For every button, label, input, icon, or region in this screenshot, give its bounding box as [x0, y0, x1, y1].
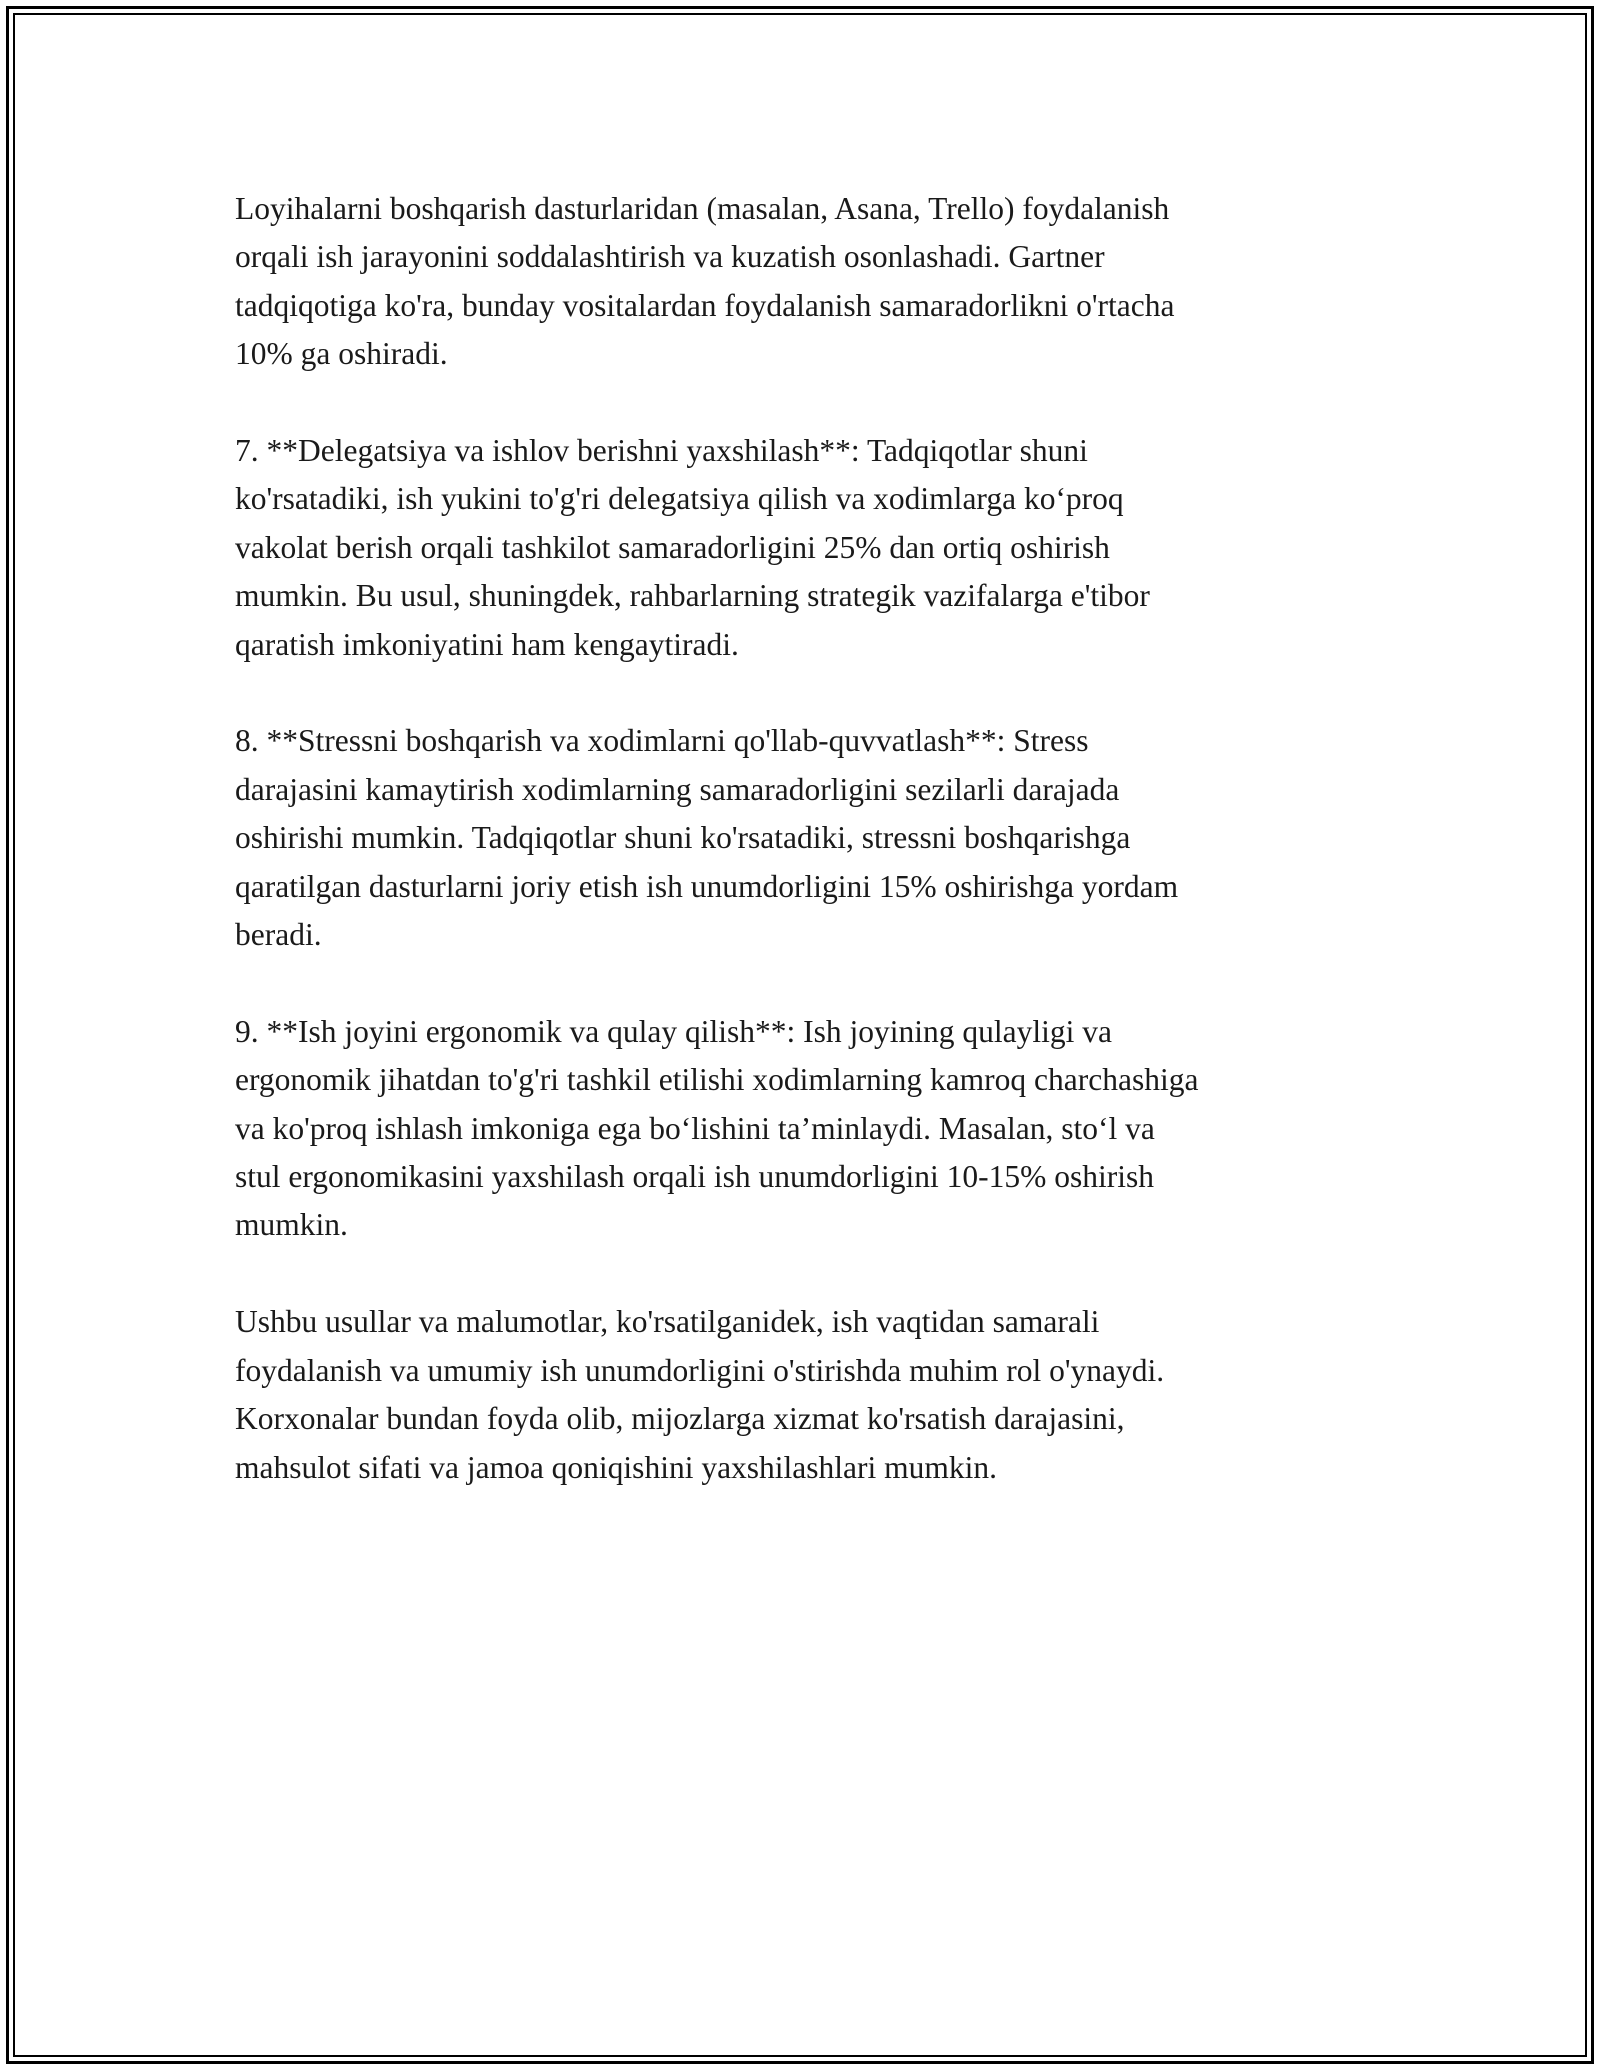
text-line: qaratilgan dasturlarni joriy etish ish unumdorligini 15% oshirishga yordam [235, 868, 1179, 904]
paragraph-item-8 [235, 717, 1385, 959]
text-line: mahsulot sifati va jamoa qoniqishini yaxshilashlari mumkin. [235, 1449, 998, 1485]
text-line: mumkin. [235, 1207, 348, 1243]
text-line: mumkin. Bu usul, shuningdek, rahbarlarning strategik vazifalarga e'tibor [235, 578, 1150, 614]
text-line: vakolat berish orqali tashkilot samaradorligini 25% dan ortiq oshirish [235, 529, 1110, 565]
text-line: qaratish imkoniyatini ham kengaytiradi. [235, 626, 739, 662]
text-line: foydalanish va umumiy ish unumdorligini o'stirishda muhim rol o'ynaydi. [235, 1352, 1165, 1388]
text-line: ko'rsatadiki, ish yukini to'g'ri delegatsiya qilish va xodimlarga ko‘proq [235, 481, 1124, 517]
text-line: orqali ish jarayonini soddalashtirish va kuzatish osonlashadi. Gartner [235, 239, 1105, 275]
text-line: 10% ga oshiradi. [235, 336, 448, 372]
text-line: stul ergonomikasini yaxshilash orqali ish unumdorligini 10-15% oshirish [235, 1159, 1154, 1195]
text-line: ergonomik jihatdan to'g'ri tashkil etilishi xodimlarning kamroq charchashiga [235, 1062, 1199, 1098]
text-line: 7. **Delegatsiya va ishlov berishni yaxshilash**: Tadqiqotlar shuni [235, 433, 1088, 469]
text-line: 8. **Stressni boshqarish va xodimlarni qo'llab-quvvatlash**: Stress [235, 723, 1089, 759]
paragraph-conclusion [235, 1298, 1385, 1492]
text-line: beradi. [235, 917, 322, 953]
text-line: oshirishi mumkin. Tadqiqotlar shuni ko'rsatadiki, stressni boshqarishga [235, 820, 1131, 856]
text-line: Loyihalarni boshqarish dasturlaridan (masalan, Asana, Trello) foydalanish [235, 191, 1170, 226]
paragraph-item-9 [235, 1008, 1385, 1250]
text-line: 9. **Ish joyini ergonomik va qulay qilish**: Ish joyining qulayligi va [235, 1013, 1112, 1049]
text-line: va ko'proq ishlash imkoniga ega bo‘lishini ta’minlaydi. Masalan, sto‘l va [235, 1110, 1155, 1146]
text-line: Korxonalar bundan foyda olib, mijozlarga xizmat ko'rsatish darajasini, [235, 1401, 1125, 1437]
document-body [235, 185, 1385, 1540]
text-line: darajasini kamaytirish xodimlarning samaradorligini sezilarli darajada [235, 771, 1120, 807]
text-line: Ushbu usullar va malumotlar, ko'rsatilganidek, ish vaqtidan samarali [235, 1304, 1100, 1340]
paragraph-project-tools [235, 185, 1385, 379]
paragraph-item-7 [235, 427, 1385, 669]
text-line: tadqiqotiga ko'ra, bunday vositalardan foydalanish samaradorlikni o'rtacha [235, 287, 1175, 323]
